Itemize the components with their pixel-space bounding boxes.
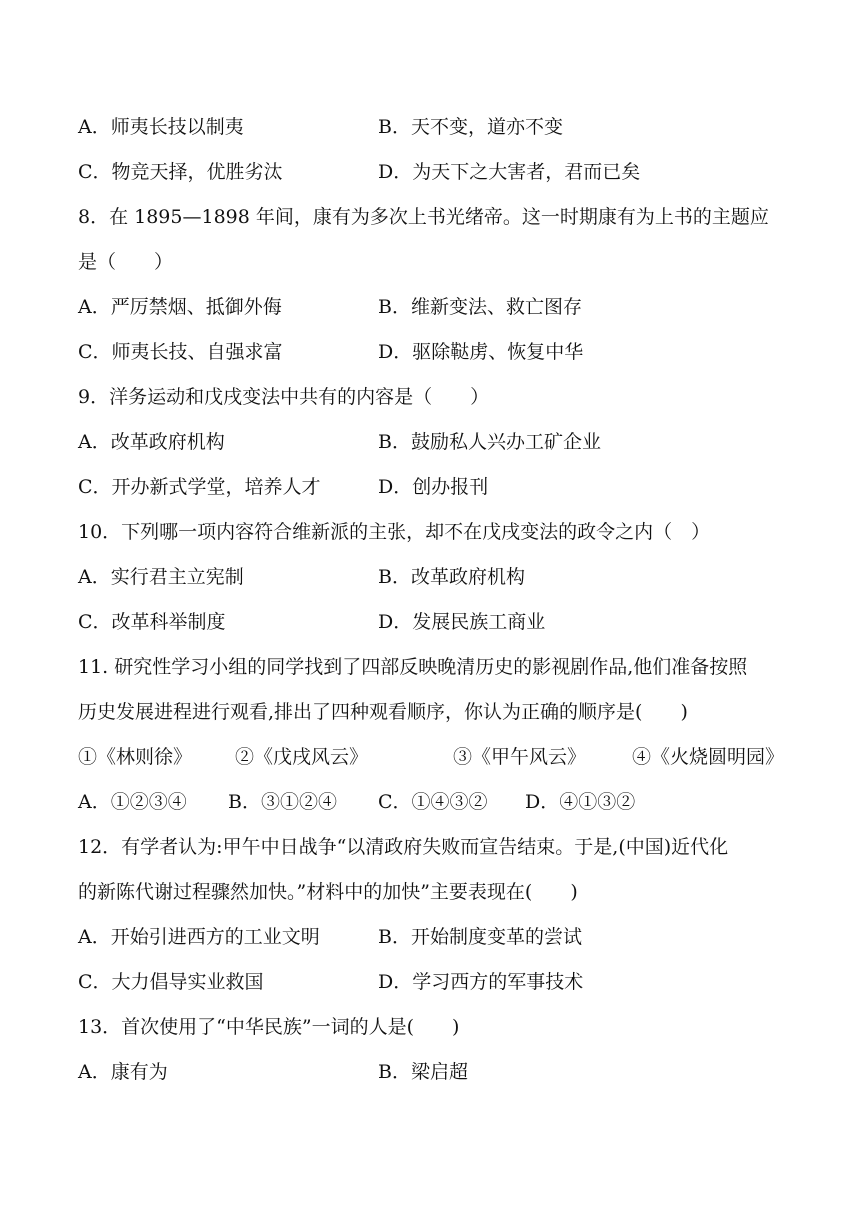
q11-stem-line1: 11. 研究性学习小组的同学找到了四部反映晚清历史的影视剧作品,他们准备按照 <box>78 656 748 678</box>
q11-stem-line2: 历史发展进程进行观看,排出了四种观看顺序，你认为正确的顺序是( ) <box>78 701 688 723</box>
q10-option-a: A．实行君主立宪制 <box>78 566 244 588</box>
q7-option-b: B．天不变，道亦不变 <box>378 116 563 138</box>
q7-option-d: D．为天下之大害者，君而已矣 <box>378 161 641 183</box>
q12-option-c: C．大力倡导实业救国 <box>78 971 264 993</box>
q11-work-4: ④《火烧圆明园》 <box>632 746 785 768</box>
q11-option-d: D．④①③② <box>525 791 636 813</box>
q11-option-c: C．①④③② <box>378 791 488 813</box>
q8-option-a: A．严厉禁烟、抵御外侮 <box>78 296 282 318</box>
q9-option-b: B．鼓励私人兴办工矿企业 <box>378 431 601 453</box>
q8-option-c: C．师夷长技、自强求富 <box>78 341 283 363</box>
q11-option-a: A．①②③④ <box>78 791 187 813</box>
q13-option-a: A．康有为 <box>78 1061 168 1083</box>
q11-work-3: ③《甲午风云》 <box>453 746 587 768</box>
q13-option-b: B．梁启超 <box>378 1061 468 1083</box>
q10-stem: 10．下列哪一项内容符合维新派的主张，却不在戊戌变法的政令之内（ ） <box>78 521 711 543</box>
q12-option-a: A．开始引进西方的工业文明 <box>78 926 320 948</box>
q10-option-b: B．改革政府机构 <box>378 566 525 588</box>
q9-option-c: C．开办新式学堂，培养人才 <box>78 476 321 498</box>
q13-stem: 13．首次使用了“中华民族”一词的人是( ) <box>78 1016 460 1038</box>
q10-option-c: C．改革科举制度 <box>78 611 226 633</box>
q8-stem-line2: 是（ ） <box>78 251 174 273</box>
q12-stem-line2: 的新陈代谢过程骤然加快。”材料中的加快”主要表现在( ) <box>78 881 578 903</box>
q7-option-a: A．师夷长技以制夷 <box>78 116 244 138</box>
q12-stem-line1: 12．有学者认为:甲午中日战争“以清政府失败而宣告结束。于是,(中国)近代化 <box>78 836 729 858</box>
q11-work-1: ①《林则徐》 <box>78 746 193 768</box>
q9-option-d: D．创办报刊 <box>378 476 489 498</box>
q8-option-b: B．维新变法、救亡图存 <box>378 296 582 318</box>
q9-option-a: A．改革政府机构 <box>78 431 225 453</box>
q11-option-b: B．③①②④ <box>228 791 337 813</box>
q9-stem: 9．洋务运动和戊戌变法中共有的内容是（ ） <box>78 386 490 408</box>
q8-stem-line1: 8．在 1895—1898 年间，康有为多次上书光绪帝。这一时期康有为上书的主题应 <box>78 206 769 228</box>
q8-option-d: D．驱除鞑虏、恢复中华 <box>378 341 584 363</box>
q7-option-c: C．物竞天择，优胜劣汰 <box>78 161 283 183</box>
q12-option-b: B．开始制度变革的尝试 <box>378 926 582 948</box>
q12-option-d: D．学习西方的军事技术 <box>378 971 584 993</box>
q11-work-2: ②《戊戌风云》 <box>235 746 369 768</box>
q10-option-d: D．发展民族工商业 <box>378 611 546 633</box>
